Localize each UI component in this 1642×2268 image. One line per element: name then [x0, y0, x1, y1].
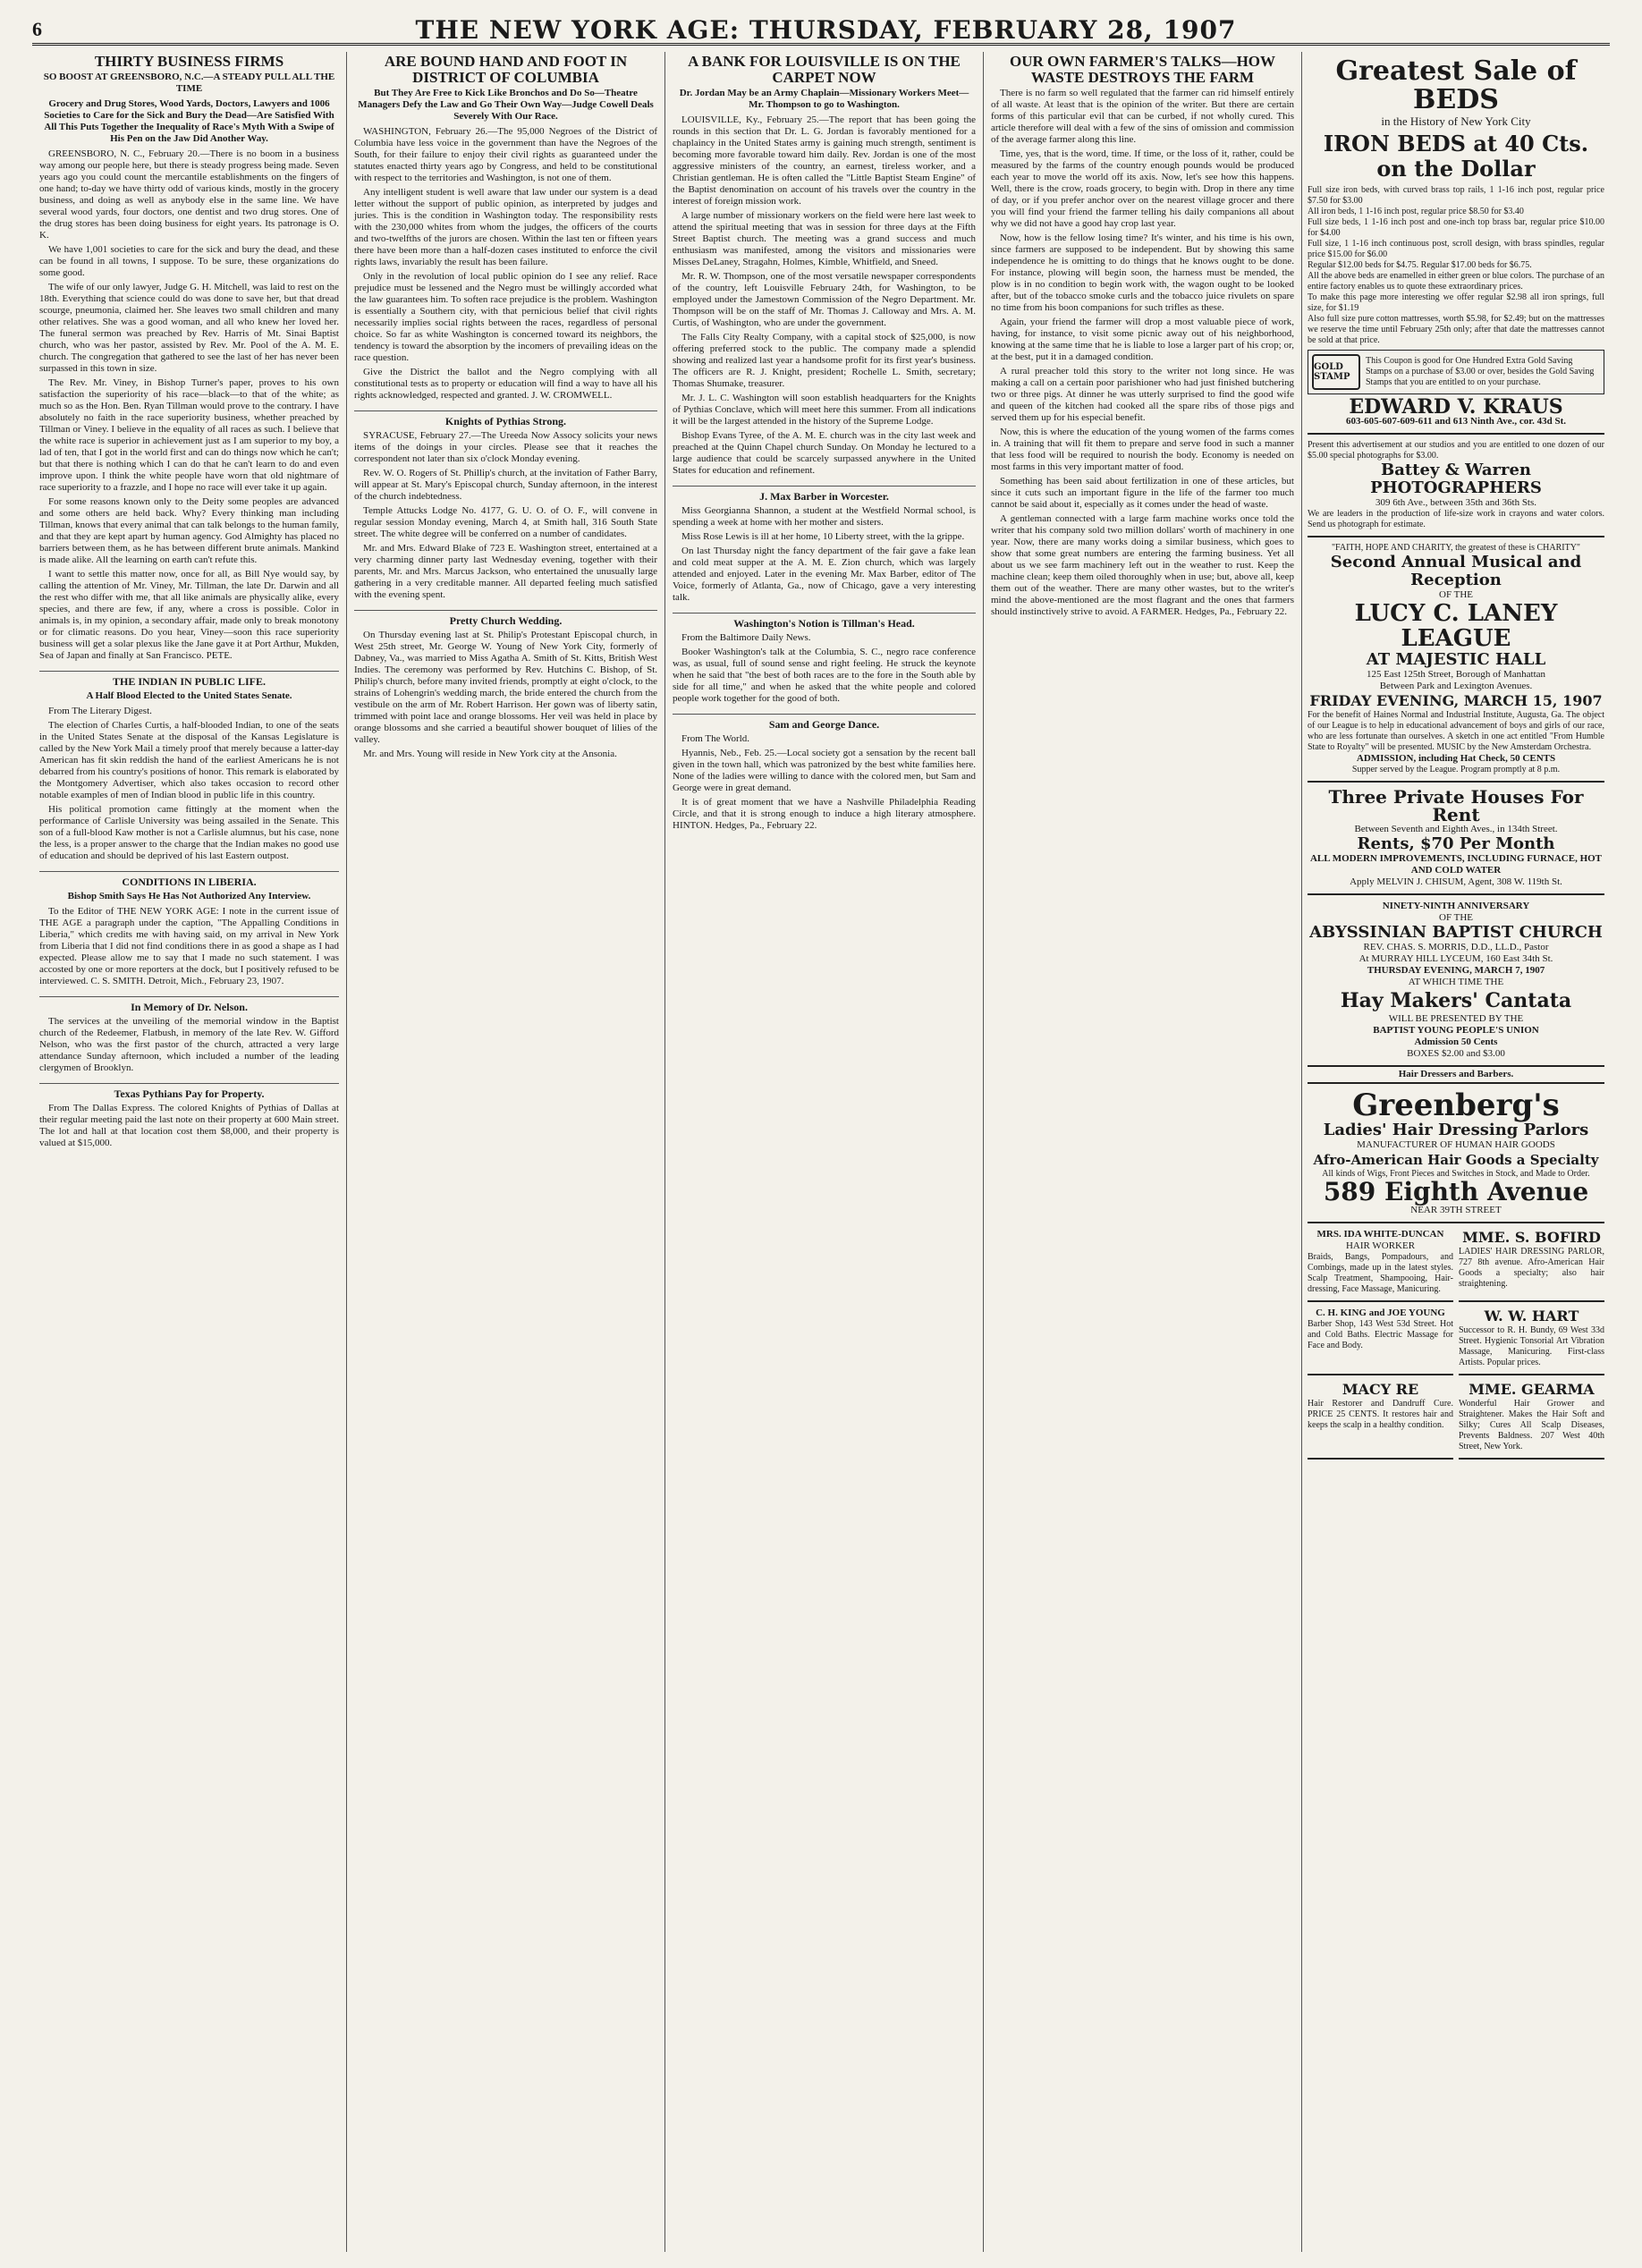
ad-name: MME. GEARMA — [1468, 1381, 1595, 1398]
ad-body: Hair Restorer and Dandruff Cure. PRICE 25 CENTS. It restores hair and keeps the scalp in a healthy condition. — [1308, 1399, 1453, 1430]
ad-offer: IRON BEDS at 40 Cts. on the Dollar — [1323, 131, 1589, 182]
beds-ad — [1308, 52, 1604, 435]
shop-near: NEAR 39TH STREET — [1410, 1205, 1502, 1215]
paragraph: The election of Charles Curtis, a half-blooded Indian, to one of the seats in the United States Senate at the disposal of the Kansas Legislature is called by the New York Mail a timely proof that merely because a latter-day American has fit skin reddish the hand of the earliest Americans he is not debarred from his country's positions of honor. This remark is elaborated by the Montgomery Advertiser, which also takes occasion to record other notable examples of men of Indian blood in public life in this country. — [39, 720, 339, 800]
paragraph: GREENSBORO, N. C., February 20.—There is no boom in a business way among our people here, but there is steady progress being made. Seven years ago you could count the mercantile establishments on the fingers of one hand; to-day we have thirty odd of various kinds, mostly in the grocery business, and doing as well as anybody else in the same line. We have several wood yards, four doctors, one dentist and two drug stores. One of the drug stores has been doing business for eight years. Its patronage is O. K. — [39, 148, 339, 241]
ad-name: MRS. IDA WHITE-DUNCAN — [1316, 1229, 1444, 1240]
column-1 — [32, 52, 347, 2252]
paragraph: There is no farm so well regulated that the farmer can rid himself entirely of all waste. At least that is the opinion of the writer. But there are certain forms of this particular evil that can be curbed, if not wholly cured. This article therefore will deal with a few of the sins of omission and commission of the average farmer along this line. — [991, 88, 1294, 145]
greenberg-ad — [1308, 1084, 1604, 1223]
small-ads-row — [1308, 1223, 1604, 1302]
paragraph: The Rev. Mr. Viney, in Bishop Turner's paper, proves to his own satisfaction the superiority of his race—black—to that of the white; as much so as the Hon. Ben. Ryan Tillman would prove to the contrary. I have absolutely no faith in the race superiority business, whether preached by Tillman or Viney. I believe in the equality of all races as such. I believe that the white race is superior in achievement just as I am superior to my boy, a lad of ten, that I got in the world first and can do things now which he can't; but that there is nothing which I can do that he can't learn to do and even improve upon. I think the white people have worn that old nightmare of race superiority to a frazzle, and I hope no race will ever take it up again. — [39, 377, 339, 493]
paragraph: I want to settle this matter now, once for all, as Bill Nye would say, by calling the attention of Mr. Viney, Mr. Tillman, the late Dr. Darwin and all the rest who differ with me, that all like animals are physically alike, every species, and there are few, if any, where a cross is possible. Color in animals is, in my opinion, a secondary affair, made only to break monotony or for climatic reasons. Do you hear, Viney—soon this race superiority business will get a solar plexus like the Jane gave it at Port Arthur, Mukden, Sea of Japan and finally at San Francisco. PETE. — [39, 569, 339, 661]
ad-name: MME. S. BOFIRD — [1462, 1229, 1601, 1246]
paragraph: For some reasons known only to the Deity some peoples are advanced and some others are held back. Why? Every thinking man including Tillman, knows that every animal that can talk belongs to the human family, and that they are kept apart by human agency. God Almighty has placed no barriers between them, as he has between different brute animals. Mankind is made alike. All the learning on earth can't refute this. — [39, 496, 339, 565]
section-heading: Knights of Pythias Strong. — [354, 410, 657, 427]
of-the: OF THE — [1439, 589, 1473, 600]
paragraph: Mr. and Mrs. Young will reside in New York city at the Ansonia. — [363, 749, 617, 759]
cantata-title: Hay Makers' Cantata — [1340, 989, 1572, 1012]
event-title: Second Annual Musical and Reception — [1330, 553, 1582, 589]
paragraph: Any intelligent student is well aware that law under our system is a dead letter without the support of public opinion, as interpreted by judges and juries. This is the condition in Washington today. The responsibility rests with the 230,000 whites from whom the judges, the officers of the courts and two-twelfths of the jurors are chosen. Within the last ten or fifteen years there have been more than a half-dozen cases instituted to enforce the civil rights laws, invariably the result has been failure. — [354, 187, 657, 267]
section-header — [1308, 1067, 1604, 1084]
gearma-ad — [1459, 1375, 1604, 1460]
paragraph: Only in the revolution of local public opinion do I see any relief. Race prejudice must be lessened and the Negro must be willingly accorded what the law guarantees him. To soften race prejudice is the problem. Washington is essentially a Southern city, with that pernicious belief that civil rights necessarily implies social rights between the races, regardless of personal choice. So far as white Washington is concerned toward its neighbors, the tendency is toward the absorption by the incomers of prevailing ideas on the race question. — [354, 271, 657, 363]
shop-name: Greenberg's — [1352, 1087, 1560, 1123]
ad-body: Wonderful Hair Grower and Straightener. Makes the Hair Soft and Silky; Cures All Scalp Diseases, Prevents Baldness. 207 West 40th Street, New York. — [1459, 1399, 1604, 1451]
firm-trade: PHOTOGRAPHERS — [1370, 478, 1542, 497]
paragraph: His political promotion came fittingly at the moment when the performance of Carlisle University was being assailed in the Senate. This son of a full-blood Kaw mother is not a Carlisle alumnus, but his case, none the less, is a proper answer to the charge that the Indian makes no good use of education and should be deprived of his last Eastern outpost. — [39, 804, 339, 861]
rent-features: ALL MODERN IMPROVEMENTS, INCLUDING FURNACE, HOT AND COLD WATER — [1309, 853, 1603, 876]
paragraph: On last Thursday night the fancy department of the fair gave a fake lean and cold meat supper at the A. M. E. Zion church, which was largely attended and enjoyed. Later in the evening Mr. Max Barber, editor of The Voice, formerly of Atlanta, Ga., now of Chicago, gave a very interesting talk. — [673, 546, 976, 603]
section-heading: J. Max Barber in Worcester. — [673, 486, 976, 503]
paragraph: To the Editor of THE NEW YORK AGE: I note in the current issue of THE AGE a paragraph under the caption, "The Appalling Conditions in Liberia," which credits me with having said, on my arrival in New York from Liberia that I did not find conditions there in as good a shape as I had expected. Please allow me to say that I made no such statement. I was accosted by one or more reporters at the dock, but I positively refused to be interviewed. C. S. SMITH. Detroit, Mich., February 23, 1907. — [39, 906, 339, 986]
event-date: THURSDAY EVENING, MARCH 7, 1907 — [1367, 965, 1545, 976]
rent-agent: Apply MELVIN J. CHISUM, Agent, 308 W. 119th St. — [1350, 876, 1562, 887]
shop-tagline: Ladies' Hair Dressing Parlors — [1323, 1121, 1589, 1139]
admission: ADMISSION, including Hat Check, 50 CENTS — [1356, 753, 1556, 764]
section-heading: In Memory of Dr. Nelson. — [39, 996, 339, 1013]
headline: OUR OWN FARMER'S TALKS—HOW WASTE DESTROYS THE FARM — [1009, 53, 1276, 86]
advertisements-column — [1302, 52, 1610, 2252]
paragraph: Again, your friend the farmer will drop a most valuable piece of work, having, for instance, to visit some picnic away out of his neighborhood, knowing at the same time that he is liable to lose a larger part of his crop; or, at the best, put it in a damaged condition. — [991, 317, 1294, 362]
column-4 — [984, 52, 1302, 2252]
ad-role: HAIR WORKER — [1345, 1240, 1416, 1251]
at-which: AT WHICH TIME THE — [1408, 977, 1504, 987]
headline: A BANK FOR LOUISVILLE IS ON THE CARPET NOW — [688, 53, 961, 86]
motto: "FAITH, HOPE AND CHARITY, the greatest of these is CHARITY" — [1331, 543, 1581, 553]
ad-body: Successor to R. H. Bundy, 69 West 33d Street. Hygienic Tonsorial Art Vibration Massage, Manicuring. First-class Artists. Popular prices. — [1459, 1325, 1604, 1367]
paragraph: Mr. J. L. C. Washington will soon establish headquarters for the Knights of Pythias Conclave, which will meet here this summer. From all indications it will be the largest attended in the history of the Supreme Lodge. — [673, 393, 976, 427]
ad-subtitle: in the History of New York City — [1381, 114, 1531, 128]
paragraph: Hyannis, Neb., Feb. 25.—Local society got a sensation by the recent ball given in the town hall, which was patronized by the best white families here. None of the ladies were willing to dance with the colored men, but Sam and George were in great demand. — [673, 748, 976, 793]
deck: But They Are Free to Kick Like Bronchos and Do So—Theatre Managers Defy the Law and Go Their Own Way—Judge Cowell Deals Severely With Our Race. — [358, 88, 654, 122]
paragraph: A large number of missionary workers on the field were here last week to attend the spiritual meeting that was in session for three days at the Fifth Street Baptist church. The meeting was a grand success and much enthusiasm was manifested, among the visitors and missionaries were Misses DeLaney, Stragahn, Holmes, Kimble, Whitfield, and Sneed. — [673, 210, 976, 267]
rent-location: Between Seventh and Eighth Aves., in 134th Street. — [1354, 824, 1558, 834]
venue-between: Between Park and Lexington Avenues. — [1379, 681, 1533, 691]
king-young-ad — [1308, 1302, 1453, 1375]
shop-address: 589 Eighth Avenue — [1323, 1177, 1589, 1206]
abyssinian-church-ad — [1308, 895, 1604, 1067]
deck: A Half Blood Elected to the United States Senate. — [86, 690, 292, 701]
store-name: EDWARD V. KRAUS — [1349, 395, 1563, 419]
paragraph: Something has been said about fertilization in one of these articles, but since it cuts such an important figure in the life of the farmer too much cannot be said about it, especially as it comes under the head of waste. — [991, 476, 1294, 510]
page-number: 6 — [32, 18, 42, 40]
section-heading: Pretty Church Wedding. — [354, 610, 657, 627]
section-heading: CONDITIONS IN LIBERIA. — [39, 871, 339, 888]
subhead: SO BOOST AT GREENSBORO, N.C.—A STEADY PULL ALL THE TIME — [43, 72, 335, 94]
of-the: OF THE — [1439, 912, 1473, 923]
paragraph: Now, how is the fellow losing time? It's winter, and his time is his own, since farmers are supposed to be independent. But by showing this same independence he is omitting to do things that he knows ought to be done. For instance, plowing will begin soon, the harness must be mended, the plow is in no condition to begin work with, the wagon ought to be looked after, but of the tobacco smoke curls and the tobacco juice rivulets on spare no time from his boon companions for such trifles as these. — [991, 233, 1294, 313]
supper: Supper served by the League. Program promptly at 8 p.m. — [1351, 765, 1561, 774]
paragraph: We have 1,001 societies to care for the sick and bury the dead, and these can be found in all towns, I suppose. To be sure, these organizations do some good. — [39, 244, 339, 278]
section-heading: Washington's Notion is Tillman's Head. — [673, 613, 976, 630]
ad-line: Regular $12.00 beds for $4.75. Regular $17.00 beds for $6.75. — [1308, 260, 1532, 270]
paragraph: Now, this is where the education of the young women of the farms comes in. A training that will fit them to prepare and serve food in such a manner that less food will be required to nourish the body. Economy is needed on most farms in this very important matter of food. — [991, 427, 1294, 472]
headline: THIRTY BUSINESS FIRMS — [94, 53, 284, 70]
ad-line: All the above beds are enamelled in either green or blue colors. The purchase of an entire factory enables us to quote these extraordinary prices. — [1308, 271, 1604, 292]
white-duncan-ad — [1308, 1223, 1453, 1302]
deck: Dr. Jordan May be an Army Chaplain—Missionary Workers Meet—Mr. Thompson to go to Washington. — [679, 88, 969, 110]
section-heading: Sam and George Dance. — [673, 714, 976, 731]
paragraph: A gentleman connected with a large farm machine works once told the writer that his company sold two million dollars' worth of machinery in one year. Now, there are many works doing a similar business, which goes to show that some great numbers are entering the farming business. Yet all about us we see farm machinery left out in the weather to rust. Keep the machine clean; keep them oiled thoroughly when in use; but, above all, keep them out of the weather. There are many other wastes, but to the writer's mind the above-mentioned are the most flagrant and the ones that farmers should instinctively strive to avoid. A FARMER. Hedges, Pa., February 22. — [991, 513, 1294, 617]
church-name: ABYSSINIAN BAPTIST CHURCH — [1309, 923, 1603, 942]
firm-name: Battey & Warren — [1380, 461, 1532, 479]
ad-name: MACY RE — [1342, 1381, 1419, 1398]
paragraph: SYRACUSE, February 27.—The Ureeda Now Assocy solicits your news items of the doings in your circles. Please see that it reaches the correspondent not later than six o'clock Monday evening. — [354, 430, 657, 464]
deck: Bishop Smith Says He Has Not Authorized Any Interview. — [67, 891, 311, 901]
paragraph: From The World. — [681, 733, 750, 744]
hart-ad — [1459, 1302, 1604, 1375]
admission: Admission 50 Cents — [1414, 1037, 1498, 1047]
macy-re-ad — [1308, 1375, 1453, 1460]
event-body: For the benefit of Haines Normal and Industrial Institute, Augusta, Ga. The object of our League is to help in educational advancement of boys and girls of our race, who are less fortunate than ourselves. A sketch in one act entitled "From Humble State to Royalty" will be presented. MUSIC by the New Amsterdam Orchestra. — [1308, 710, 1604, 752]
ad-note: Present this advertisement at our studios and you are entitled to one dozen of our $5.00 special photographs for $3.00. — [1308, 440, 1604, 461]
ad-title: Greatest Sale of BEDS — [1335, 55, 1577, 115]
gold-stamp-icon: GOLD STAMP — [1312, 354, 1360, 390]
paragraph: WASHINGTON, February 26.—The 95,000 Negroes of the District of Columbia have less voice in the government than have the Negroes of the South, for their failure to enjoy their civil rights as guaranteed under the statutes enacted thirty years ago by Congress, and held to be constitutional with respect to the territories and Washington, is not one of them. — [354, 126, 657, 183]
ad-line: Also full size pure cotton mattresses, worth $5.98, for $2.49; but on the mattresses we reserve the time until February 25th only; after that date the mattresses cannot be sold at that price. — [1308, 314, 1604, 345]
small-ads-row — [1308, 1375, 1604, 1460]
paragraph: Time, yes, that is the word, time. If time, or the loss of it, rather, could be measured by the farms of the country enough pounds would be produced each year to move the world off its axis. Now, let's see how this happens. Well, there is the crow, roads grocery, to begin with. Drop in there any time of day, or if you prefer anchor over on the nearest village grocer and there you will find your friend the farmer telling his daily companions all about why we did not have a good hay crop last year. — [991, 148, 1294, 229]
ad-line: Full size iron beds, with curved brass top rails, 1 1-16 inch post, regular price $7.50 for $3.00 — [1308, 185, 1604, 206]
newspaper-title: THE NEW YORK AGE: THURSDAY, FEBRUARY 28, 1907 — [415, 14, 1237, 45]
rent-title: Three Private Houses For Rent — [1328, 786, 1584, 825]
paragraph: LOUISVILLE, Ky., February 25.—The report that has been going the rounds in this section that Dr. L. G. Jordan is favorably mentioned for a chaplaincy in the United States army is gaining much strength, sentiment is becoming more favorable toward him daily. Rev. Jordan is one of the most aggressive ministers of the country, an earnest, tireless worker, and a Christian gentleman. He is often called the "Little Baptist Steam Engine" of the Baptist denomination on account of his travels over the country in the interest of foreign mission work. — [673, 114, 976, 207]
column-3 — [665, 52, 984, 2252]
event-date: FRIDAY EVENING, MARCH 15, 1907 — [1309, 692, 1603, 709]
ad-name: C. H. KING and JOE YOUNG — [1316, 1307, 1445, 1318]
deck: Grocery and Drug Stores, Wood Yards, Doctors, Lawyers and 1006 Societies to Care for the Sick and Bury the Dead—Are Satisfied With All This Puts Together the Inequality of Race's Myth With a Swipe of His Pen on the Jaw Did Another Way. — [44, 98, 334, 144]
coupon — [1308, 350, 1604, 394]
paragraph: Mr. R. W. Thompson, one of the most versatile newspaper correspondents of the country, left Louisville February 24th, for Washington, to be employed under the Jamestown Commission of the Negro Department. Mr. Thompson will be on the staff of Mr. Thomas J. Calloway and Mrs. A. M. Curtis, of Washington, who are under the government. — [673, 271, 976, 328]
paragraph: Temple Attucks Lodge No. 4177, G. U. O. of O. F., will convene in regular session Monday evening, March 4, at Smith hall, 316 South State street. The white degree will be conferred on a number of candidates. — [354, 505, 657, 539]
ad-line: All iron beds, 1 1-16 inch post, regular price $8.50 for $3.40 — [1308, 207, 1524, 216]
ad-body: LADIES' HAIR DRESSING PARLOR, 727 8th avenue. Afro-American Hair Goods a specialty; also hair straightening. — [1459, 1247, 1604, 1289]
coupon-text: This Coupon is good for One Hundred Extra Gold Saving Stamps on a purchase of $3.00 or over, besides the Gold Saving Stamps that you are entitled to on your purchase. — [1366, 356, 1595, 387]
boxes: BOXES $2.00 and $3.00 — [1407, 1048, 1505, 1059]
paragraph: Miss Rose Lewis is ill at her home, 10 Liberty street, with the la grippe. — [681, 531, 965, 542]
rent-price: Rents, $70 Per Month — [1357, 834, 1555, 853]
shop-maker: MANUFACTURER OF HUMAN HAIR GOODS — [1357, 1139, 1555, 1150]
laney-league-ad — [1308, 537, 1604, 783]
paragraph: The Falls City Realty Company, with a capital stock of $25,000, is now offering preferred stock to the public. The company made a splendid showing and realized last year a handsome profit for its first year's business. The officers are R. J. Knight, president; Rochelle L. Smith, secretary; Thomas Shumake, treasurer. — [673, 332, 976, 389]
venue: At MURRAY HILL LYCEUM, 160 East 34th St. — [1358, 953, 1553, 964]
paragraph: From The Dallas Express. The colored Knights of Pythias of Dallas at their regular meeting paid the last note on their property at 600 Main street. The lot and hall at that location cost them $8,000, and their property is valued at $15,000. — [39, 1103, 339, 1148]
houses-for-rent-ad — [1308, 783, 1604, 895]
small-ads-row — [1308, 1302, 1604, 1375]
paragraph: Rev. W. O. Rogers of St. Phillip's church, at the invitation of Father Barry, will appear at St. Mary's Episcopal church, Sunday afternoon, in the interest of the church indebtedness. — [354, 468, 657, 502]
section-heading: THE INDIAN IN PUBLIC LIFE. — [39, 671, 339, 688]
paragraph: Booker Washington's talk at the Columbia, S. C., negro race conference was, as usual, full of sound sense and right feeling. He struck the keynote when he said that "the best of both races are to the fore in the South able by side for all time," and when he asked that the white people and colored people work together for the good of both. — [673, 647, 976, 704]
ad-body: Barber Shop, 143 West 53d Street. Hot and Cold Baths. Electric Massage for Face and Body. — [1308, 1319, 1453, 1350]
photographers-ad — [1308, 435, 1604, 537]
paragraph: Miss Georgianna Shannon, a student at the Westfield Normal school, is spending a week at home with her mother and sisters. — [673, 505, 976, 528]
venue-address: 125 East 125th Street, Borough of Manhattan — [1366, 669, 1546, 680]
paragraph: The wife of our only lawyer, Judge G. H. Mitchell, was laid to rest on the 18th. Everything that science could do was done to save her, but that dread scourge, pneumonia, claimed her. She leaves two small children and many other relatives. She was a good woman, and all who knew her loved her. The funeral sermon was preached by Rev. Harris of Mt. Sinai Baptist church, who was her pastor, assisted by Rev. Mr. Pool of the A. M. E. church. The congregation that gathered to see the last of her has never been surpassed in this town in size. — [39, 282, 339, 374]
paragraph: From The Literary Digest. — [48, 706, 152, 716]
paragraph: Give the District the ballot and the Negro complying with all constitutional tests as to property or education will find a way to have all his rights acknowledged, respected and granted. J. W. CROMWELL. — [354, 367, 657, 401]
ad-note: We are leaders in the production of life-size work in crayons and water colors. Send us photograph for estimate. — [1308, 509, 1604, 529]
column-2 — [347, 52, 665, 2252]
ad-line: To make this page more interesting we offer regular $2.98 all iron springs, full size, for $1.19 — [1308, 292, 1604, 313]
ad-line: Full size beds, 1 1-16 inch post and one-inch top brass bar, regular price $10.00 for $4.00 — [1308, 217, 1604, 238]
venue: AT MAJESTIC HALL — [1366, 650, 1546, 669]
paragraph: A rural preacher told this story to the writer not long since. He was making a call on a certain poor parishioner who had just finished butchering two or three pigs. At dinner he was utterly surprised to find the good wife and queen of the kitchen had cooked all the spare ribs of those pigs and served them up for his especial benefit. — [991, 366, 1294, 423]
anniversary: NINETY-NINTH ANNIVERSARY — [1382, 901, 1530, 911]
masthead — [32, 16, 1610, 46]
shop-goods: Afro-American Hair Goods a Specialty — [1313, 1152, 1599, 1168]
paragraph: From the Baltimore Daily News. — [681, 632, 811, 643]
union-name: BAPTIST YOUNG PEOPLE'S UNION — [1373, 1025, 1539, 1036]
presented-by: WILL BE PRESENTED BY THE — [1388, 1013, 1524, 1024]
org-name: LUCY C. LANEY LEAGUE — [1354, 600, 1558, 652]
shop-kinds: All kinds of Wigs, Front Pieces and Switches in Stock, and Made to Order. — [1322, 1169, 1590, 1179]
headline: ARE BOUND HAND AND FOOT IN DISTRICT OF COLUMBIA — [384, 53, 628, 86]
paragraph: It is of great moment that we have a Nashville Philadelphia Reading Circle, and that it is strong enough to induce a high literary atmosphere. HINTON. Hedges, Pa., February 22. — [673, 797, 976, 831]
paragraph: Mr. and Mrs. Edward Blake of 723 E. Washington street, entertained at a very charming dinner party last Wednesday evening, together with their parents, Mr. and Mrs. Marcus Jackson, who entertained the unusually large gathering in a very creditable manner. All departed feeling much satisfied with the evening spent. — [354, 543, 657, 600]
firm-address: 309 6th Ave., between 35th and 36th Sts. — [1375, 497, 1537, 508]
ad-name: W. W. HART — [1484, 1307, 1579, 1324]
ad-body: Braids, Bangs, Pompadours, and Combings, made up in the latest styles. Scalp Treatment, Shampooing, Hair-dressing, Face Massage, Manicuring. — [1308, 1252, 1453, 1294]
paragraph: On Thursday evening last at St. Philip's Protestant Episcopal church, in West 25th street, Mr. George W. Young of New York City, formerly of Dabney, Va., was married to Miss Agatha A. Smith of St. Kitts, British West Indies. The ceremony was performed by Rev. Hutchins C. Bishop, of St. Philip's church, before many invited friends, promptly at eight o'clock, to the strains of Lohengrin's wedding march, the bride entered the church from the vestibule on the arm of Mr. Robert Harrison. Her gown was of liberty satin, trimmed with point lace and orange blossoms. Her veil was held in place by orange blossoms and she carried a beautiful shower bouquet of lilies of the valley. — [354, 630, 657, 745]
ad-line: Full size, 1 1-16 inch continuous post, scroll design, with brass spindles, regular price $15.00 for $6.00 — [1308, 239, 1604, 259]
store-address: 603-605-607-609-611 and 613 Ninth Ave., cor. 43d St. — [1346, 416, 1566, 427]
paragraph: Bishop Evans Tyree, of the A. M. E. church was in the city last week and preached at the Quinn Chapel church Sunday. On Monday he lectured to a large audience that could be scarcely surpassed anywhere in the United States for education and refinement. — [673, 430, 976, 476]
hair-dressers-header: Hair Dressers and Barbers. — [1398, 1069, 1514, 1079]
pastor: REV. CHAS. S. MORRIS, D.D., LL.D., Pastor — [1363, 942, 1549, 952]
section-heading: Texas Pythians Pay for Property. — [39, 1083, 339, 1100]
bofird-ad — [1459, 1223, 1604, 1302]
paragraph: The services at the unveiling of the memorial window in the Baptist church of the Redeemer, Flatbush, in memory of the late Rev. W. Gifford Nelson, who was the first pastor of the church, attracted a very large attendance Sunday afternoon, which included a number of the leading clergymen of Brooklyn. — [39, 1016, 339, 1073]
